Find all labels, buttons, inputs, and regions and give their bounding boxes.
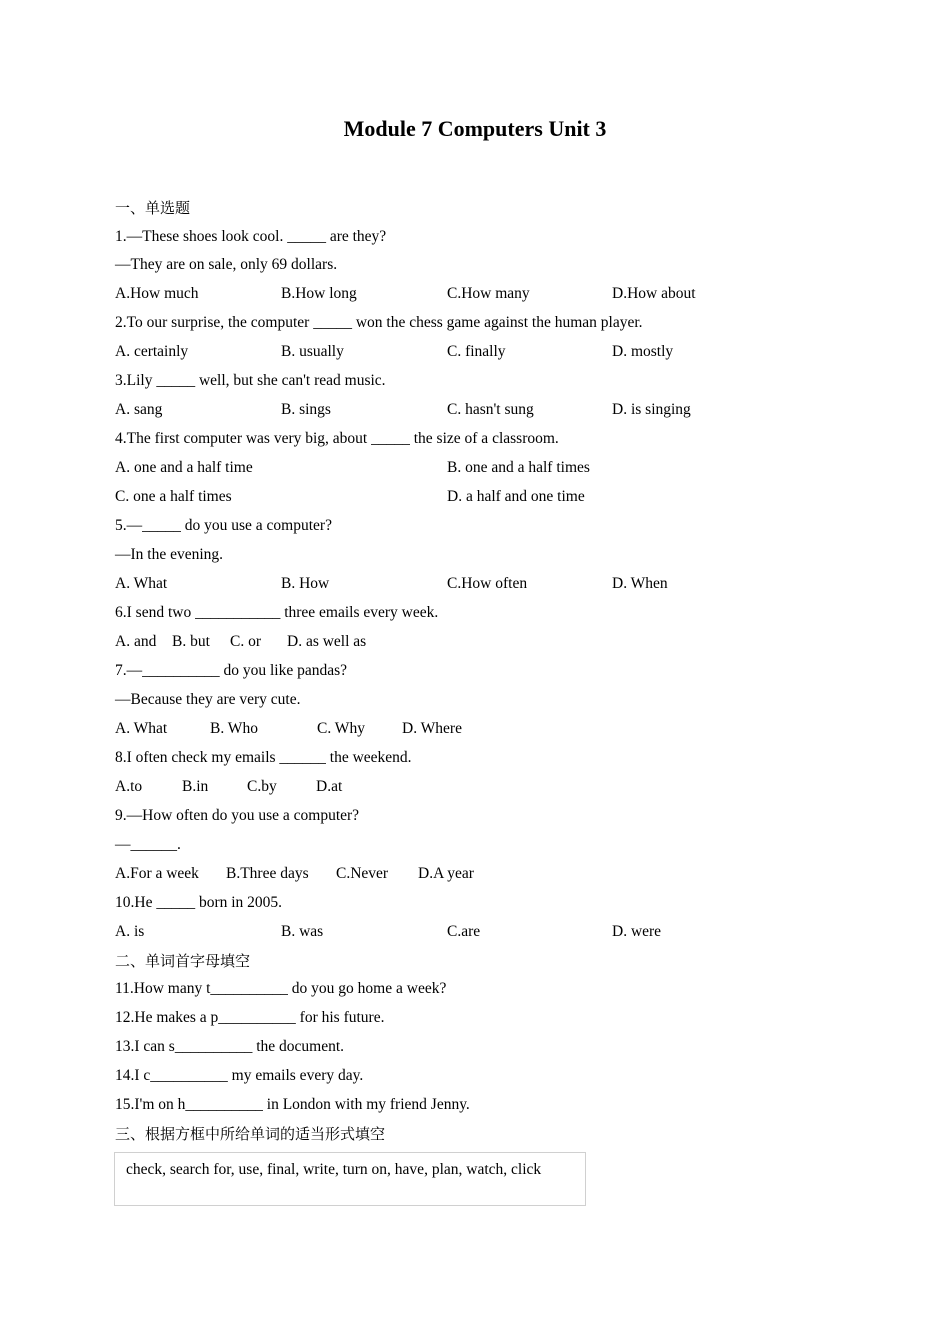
page-title: Module 7 Computers Unit 3 [343,116,607,141]
question-4-stem: 4.The first computer was very big, about _____ the size of a classroom. [115,430,559,447]
q3-option-d: D. is singing [612,401,691,418]
fill-question-13: 13.I can s__________ the document. [115,1038,345,1055]
q10-option-c: C.are [447,923,481,940]
q8-option-d: D.at [316,778,343,795]
q3-option-a: A. sang [115,401,163,418]
question-2-stem: 2.To our surprise, the computer _____ won the chess game against the human player. [115,314,643,331]
word-box [114,1152,586,1206]
question-1-reply: —They are on sale, only 69 dollars. [115,256,338,273]
q1-option-b: B.How long [281,285,357,302]
q5-option-a: A. What [115,575,168,592]
q6-option-a: A. and [115,633,157,650]
q7-option-c: C. Why [317,720,365,737]
q1-option-d: D.How about [612,285,696,302]
q8-option-b: B.in [182,778,209,795]
question-5-stem: 5.—_____ do you use a computer? [115,517,332,534]
question-9-stem: 9.—How often do you use a computer? [115,807,360,824]
q1-option-a: A.How much [115,285,199,302]
fill-question-11: 11.How many t__________ do you go home a week? [115,980,447,997]
q5-option-b: B. How [281,575,330,592]
question-9-reply: —______. [115,836,181,853]
q1-option-c: C.How many [447,285,530,302]
fill-question-14: 14.I c__________ my emails every day. [115,1067,364,1084]
question-6-stem: 6.I send two ___________ three emails every week. [115,604,439,621]
q9-option-c: C.Never [336,865,389,882]
question-7-stem: 7.—__________ do you like pandas? [115,662,348,679]
q3-option-c: C. hasn't sung [447,401,534,418]
q6-option-d: D. as well as [287,633,367,650]
q10-option-a: A. is [115,923,145,940]
q9-option-b: B.Three days [226,865,309,882]
question-3-stem: 3.Lily _____ well, but she can't read music. [115,372,386,389]
q2-option-c: C. finally [447,343,506,360]
fill-question-12: 12.He makes a p__________ for his future. [115,1009,385,1026]
word-box-text: check, search for, use, final, write, turn on, have, plan, watch, click [126,1161,542,1178]
question-10-stem: 10.He _____ born in 2005. [115,894,283,911]
q5-option-d: D. When [612,575,668,592]
q4-option-c: C. one a half times [115,488,232,505]
section-heading-single-choice: 一、单选题 [115,199,191,217]
q8-option-a: A.to [115,778,143,795]
section-heading-word-form: 三、根据方框中所给单词的适当形式填空 [115,1125,386,1143]
q4-option-a: A. one and a half time [115,459,253,476]
q10-option-b: B. was [281,923,324,940]
q6-option-c: C. or [230,633,261,650]
q5-option-c: C.How often [447,575,528,592]
q9-option-a: A.For a week [115,865,199,882]
fill-question-15: 15.I'm on h__________ in London with my friend Jenny. [115,1096,470,1113]
q7-option-d: D. Where [402,720,462,737]
q2-option-d: D. mostly [612,343,674,360]
q8-option-c: C.by [247,778,277,795]
question-5-reply: —In the evening. [115,546,224,563]
q4-option-b: B. one and a half times [447,459,590,476]
q4-option-d: D. a half and one time [447,488,585,505]
q10-option-d: D. were [612,923,662,940]
q7-option-b: B. Who [210,720,258,737]
question-8-stem: 8.I often check my emails ______ the weekend. [115,749,412,766]
q9-option-d: D.A year [418,865,474,882]
question-1-stem: 1.—These shoes look cool. _____ are they? [115,228,387,245]
q3-option-b: B. sings [281,401,331,418]
q2-option-a: A. certainly [115,343,189,360]
q7-option-a: A. What [115,720,168,737]
section-heading-initial-letter: 二、单词首字母填空 [115,952,251,970]
q6-option-b: B. but [172,633,210,650]
question-7-reply: —Because they are very cute. [115,691,301,708]
q2-option-b: B. usually [281,343,344,360]
